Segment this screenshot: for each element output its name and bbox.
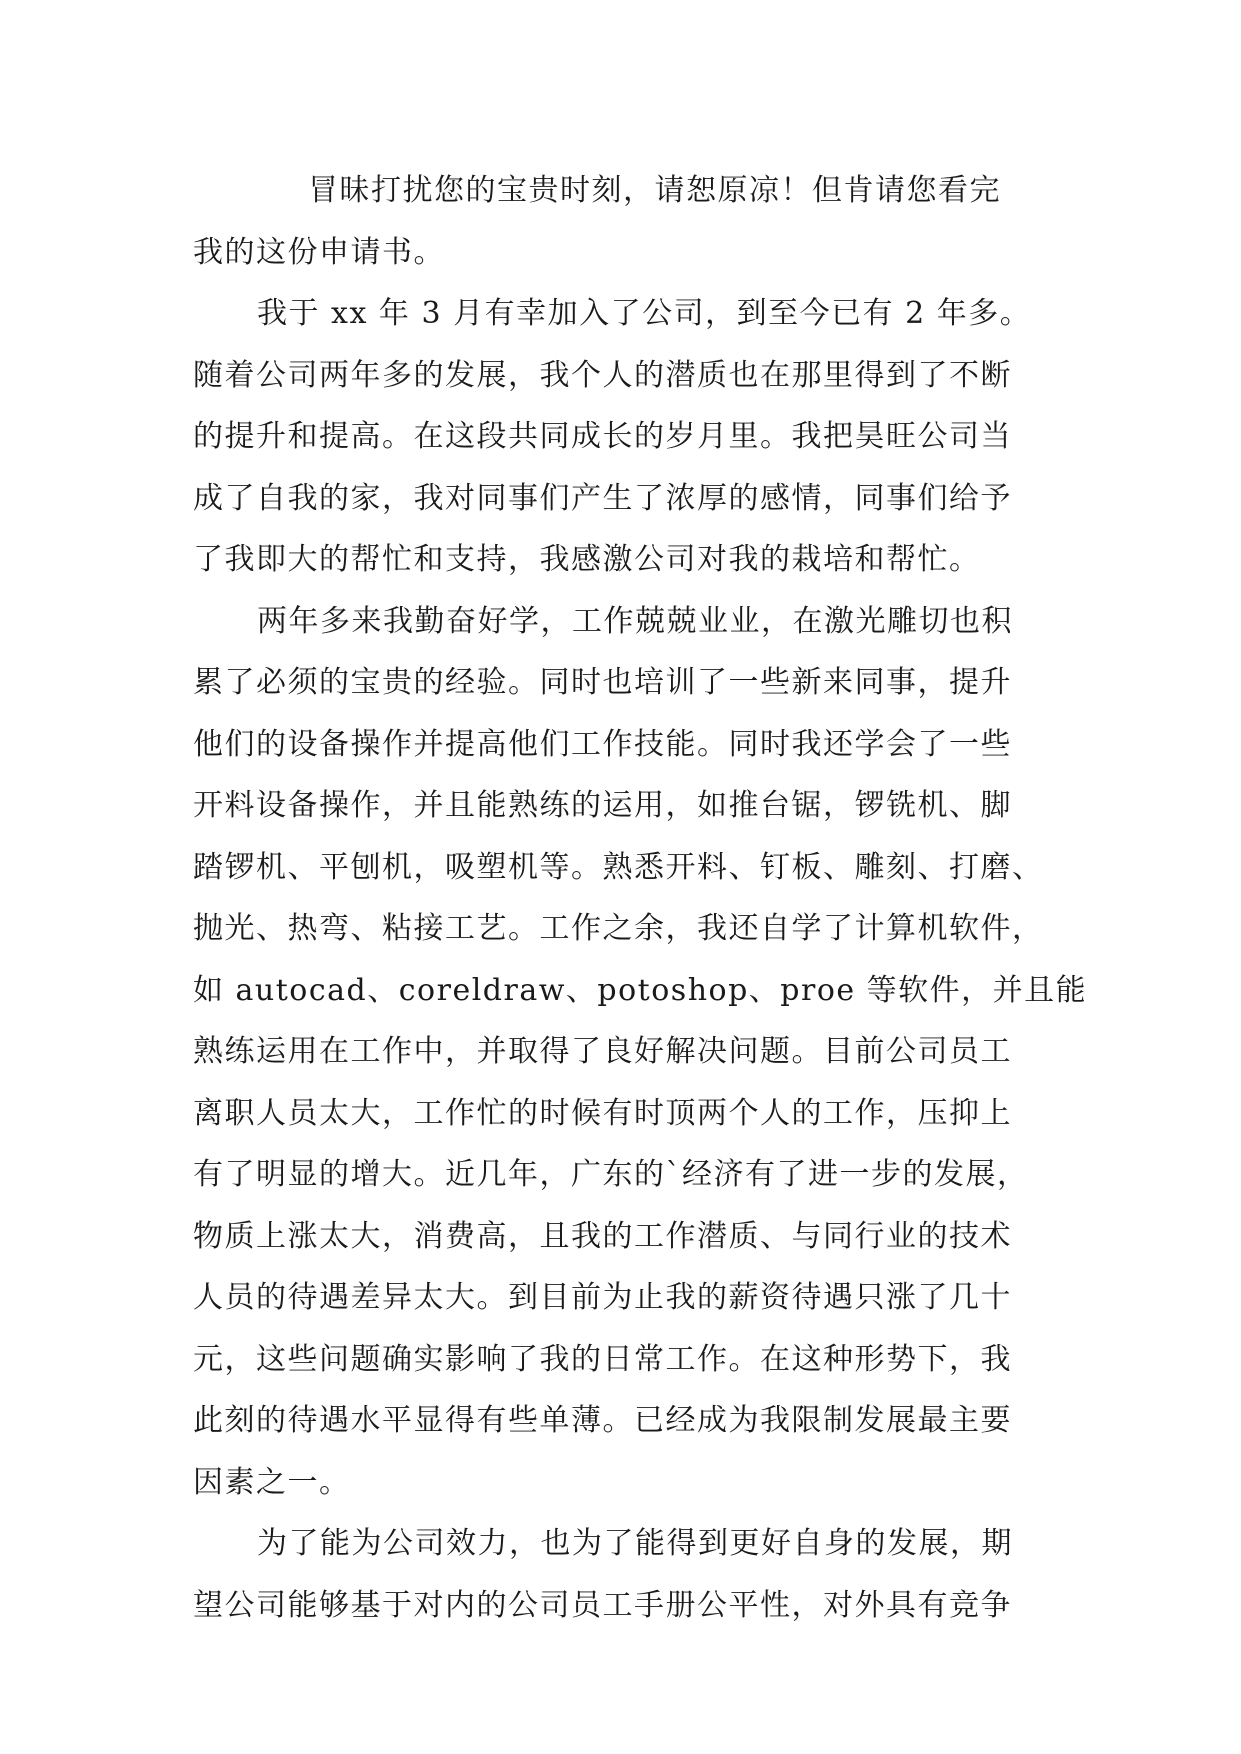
text-line: 因素之一。	[193, 1464, 351, 1500]
text-line: 抛光、热弯、粘接工艺。工作之余，我还自学了计算机软件，	[193, 911, 1044, 946]
text-line: 熟练运用在工作中，并取得了良好解决问题。目前公司员工	[193, 1034, 1012, 1069]
text-line: 如 autocad、coreldraw、potoshop、proe 等软件，并且能	[193, 972, 1088, 1008]
text-line: 冒昧打扰您的宝贵时刻，请恕原凉！但肯请您看完	[308, 173, 1001, 208]
text-line: 他们的设备操作并提高他们工作技能。同时我还学会了一些	[193, 726, 1012, 762]
paragraph-4	[193, 1513, 1073, 1636]
text-line: 随着公司两年多的发展，我个人的潜质也在那里得到了不断	[193, 357, 1012, 393]
text-line: 元，这些问题确实影响了我的日常工作。在这种形势下，我	[193, 1341, 1012, 1377]
text-line: 开料设备操作，并且能熟练的运用，如推台锯，锣铣机、脚	[193, 788, 1012, 823]
paragraph-3	[193, 591, 1088, 1514]
text-line: 我于 xx 年 3 月有幸加入了公司，到至今已有 2 年多。	[257, 296, 1032, 331]
text-line: 物质上涨太大，消费高，且我的工作潜质、与同行业的技术	[193, 1218, 1012, 1254]
text-line: 了我即大的帮忙和支持，我感激公司对我的栽培和帮忙。	[193, 542, 981, 577]
text-line: 有了明显的增大。近几年，广东的`经济有了进一步的发展，	[193, 1157, 1029, 1192]
text-line: 成了自我的家，我对同事们产生了浓厚的感情，同事们给予	[193, 480, 1012, 516]
text-line: 我的这份申请书。	[193, 234, 445, 270]
text-line: 两年多来我勤奋好学，工作兢兢业业，在激光雕切也积	[257, 603, 1013, 639]
text-line: 累了必须的宝贵的经验。同时也培训了一些新来同事，提升	[193, 665, 1012, 700]
text-line: 此刻的待遇水平显得有些单薄。已经成为我限制发展最主要	[193, 1403, 1012, 1438]
paragraph-1	[193, 160, 1073, 283]
text-line: 的提升和提高。在这段共同成长的岁月里。我把昊旺公司当	[193, 419, 1012, 454]
paragraph-2	[193, 283, 1073, 591]
text-line: 踏锣机、平刨机，吸塑机等。熟悉开料、钉板、雕刻、打磨、	[193, 849, 1044, 885]
text-line: 人员的待遇差异太大。到目前为止我的薪资待遇只涨了几十	[193, 1280, 1012, 1315]
body-text	[193, 160, 1088, 1636]
text-line: 为了能为公司效力，也为了能得到更好自身的发展，期	[257, 1526, 1013, 1561]
text-line: 离职人员太大，工作忙的时候有时顶两个人的工作，压抑上	[193, 1095, 1012, 1131]
text-line: 望公司能够基于对内的公司员工手册公平性，对外具有竞争	[193, 1587, 1012, 1623]
